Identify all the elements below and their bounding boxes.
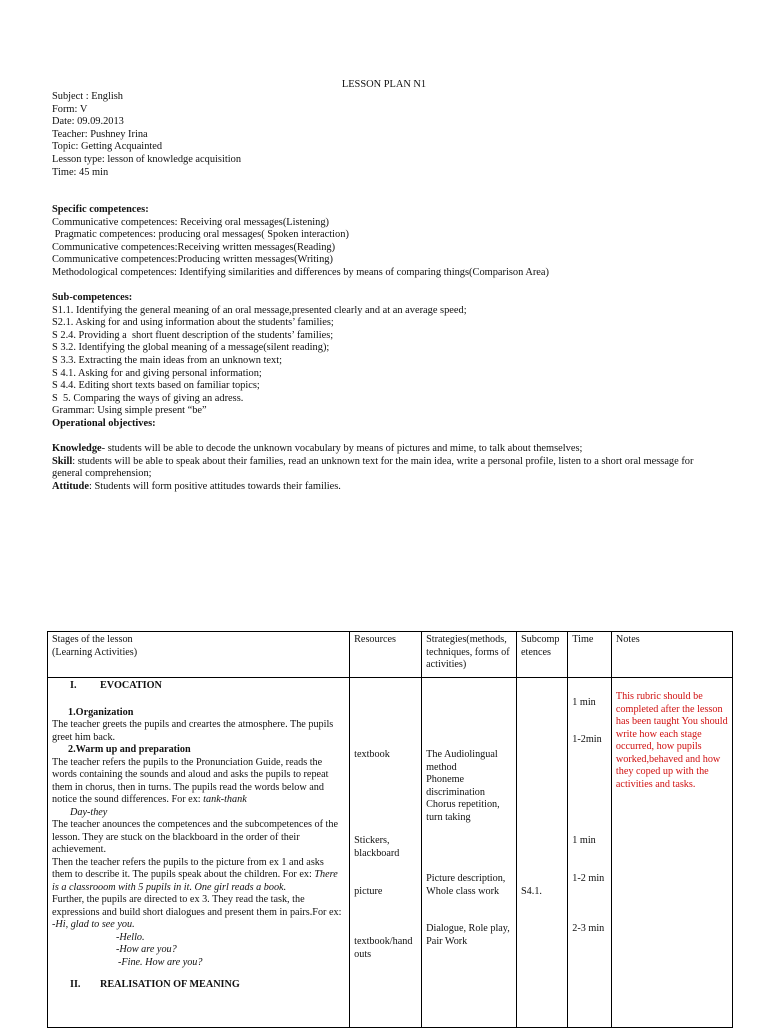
sub-item: S 4.1. Asking for and giving personal information; bbox=[52, 367, 262, 379]
competences-text: The teacher anounces the competences and the subcompetences of the lesson. They are stuck on the blackboard in the order of their achievement. bbox=[52, 819, 338, 855]
specific-item: Communicative competences:Producing written messages(Writing) bbox=[52, 254, 333, 266]
lesson-table bbox=[47, 631, 733, 1028]
header-form: Form: V bbox=[52, 103, 88, 115]
operational-heading: Operational objectives: bbox=[52, 417, 156, 429]
example-text: Day-they bbox=[70, 806, 108, 818]
specific-competences bbox=[52, 204, 732, 280]
time-item: 1 min bbox=[572, 697, 596, 708]
time-item: 1-2 min bbox=[572, 873, 605, 884]
example-text: -Hello. bbox=[116, 931, 145, 943]
notes-text: This rubric should be completed after the lesson has been taught You should write how each stage occurred, how pupils worked,behaved and how they coped up with the activities and tasks. bbox=[615, 691, 728, 790]
resource-item: Stickers, blackboard bbox=[354, 835, 400, 859]
specific-item: Pragmatic competences: producing oral messages( Spoken interaction) bbox=[52, 229, 349, 241]
header-notes: Notes bbox=[611, 632, 732, 678]
section-realisation: II. REALISATION OF MEANING bbox=[70, 979, 240, 990]
strategies-cell bbox=[422, 678, 517, 1028]
attitude-label: Attitude bbox=[52, 480, 89, 492]
sub-item: Grammar: Using simple present “be” bbox=[52, 405, 207, 417]
header-resources: Resources bbox=[350, 632, 422, 678]
header-date: Date: 09.09.2013 bbox=[52, 116, 124, 128]
specific-item: Communicative competences:Receiving written messages(Reading) bbox=[52, 241, 336, 253]
sub-item: S 4.4. Editing short texts based on familiar topics; bbox=[52, 380, 260, 392]
strategy-item: Picture description, Whole class work bbox=[426, 873, 506, 897]
specific-heading: Specific competences: bbox=[52, 204, 149, 215]
subcompetences-cell bbox=[517, 678, 568, 1028]
header-lesson-type: Lesson type: lesson of knowledge acquisition bbox=[52, 153, 242, 165]
sub-item: S 2.4. Providing a short fluent description of the students’ families; bbox=[52, 329, 334, 341]
sub-item: S 5. Comparing the ways of giving an adress. bbox=[52, 392, 244, 404]
resource-item: textbook bbox=[354, 749, 390, 760]
sub-item: S 3.3. Extracting the main ideas from an unknown text; bbox=[52, 354, 282, 366]
table-header-row bbox=[48, 632, 733, 678]
specific-item: Methodological competences: Identifying similarities and differences by means of comparing things(Comparison Area) bbox=[52, 266, 549, 278]
header-topic: Topic: Getting Acquainted bbox=[52, 141, 163, 153]
example-text: tank-thank bbox=[203, 794, 247, 805]
document-title: LESSON PLAN N1 bbox=[341, 79, 427, 90]
resources-cell bbox=[350, 678, 422, 1028]
section-evocation: I. EVOCATION bbox=[70, 680, 162, 691]
header-strategies: Strategies(methods, techniques, forms of activities) bbox=[422, 632, 517, 678]
sub-item: S 3.2. Identifying the global meaning of a message(silent reading); bbox=[52, 342, 330, 354]
table-row bbox=[48, 678, 733, 1028]
resource-item: textbook/hand outs bbox=[354, 936, 413, 960]
example-text: -Fine. How are you? bbox=[118, 956, 203, 968]
strategy-item: Chorus repetition, turn taking bbox=[426, 799, 500, 823]
example-text: Hi, glad to see you. bbox=[55, 919, 135, 930]
warmup-heading: 2.Warm up and preparation bbox=[68, 744, 191, 755]
warmup-text: The teacher refers the pupils to the Pronunciation Guide, reads the words containing the sounds and aloud and asks the pupils to repeat them in chorus, then in turns. The pupils read the words below and notice the sound differences. For ex: bbox=[52, 756, 329, 805]
header-subcompetences: Subcomp etences bbox=[517, 632, 568, 678]
subcompetence-item: S4.1. bbox=[521, 886, 542, 897]
organization-text: The teacher greets the pupils and creartes the atmosphere. The pupils greet him back. bbox=[52, 719, 334, 743]
knowledge-label: Knowledge bbox=[52, 443, 102, 454]
sub-heading: Sub-competences: bbox=[52, 292, 133, 303]
time-item: 2-3 min bbox=[572, 923, 605, 934]
skill-label: Skill bbox=[52, 455, 73, 467]
lesson-header bbox=[52, 91, 732, 179]
picture-text: Then the teacher refers the pupils to the picture from ex 1 and asks them to describe it. The pupils speak about the children. For ex: bbox=[52, 856, 324, 880]
header-subject: Subject : English bbox=[52, 91, 123, 102]
sub-competences bbox=[52, 292, 732, 431]
example-text: -How are you? bbox=[116, 944, 177, 955]
time-item: 1 min bbox=[572, 835, 596, 846]
header-time: Time bbox=[568, 632, 612, 678]
strategy-item: Phoneme discrimination bbox=[426, 774, 485, 798]
strategy-item: Dialogue, Role play, Pair Work bbox=[426, 923, 510, 947]
example-text: There is a classrooom with 5 pupils in it. One girl reads a book. bbox=[52, 869, 338, 893]
header-time: Time: 45 min bbox=[52, 166, 109, 178]
time-cell bbox=[568, 678, 612, 1028]
header-teacher: Teacher: Pushney Irina bbox=[52, 128, 148, 140]
resource-item: picture bbox=[354, 886, 383, 897]
organization-heading: 1.Organization bbox=[68, 706, 134, 718]
dialogue-text: Further, the pupils are directed to ex 3. They read the task, the expressions and build short dialogues and present them in pairs.For ex: - bbox=[52, 894, 342, 930]
sub-item: S2.1. Asking for and using information about the students’ families; bbox=[52, 317, 334, 329]
header-stages: Stages of the lesson (Learning Activities) bbox=[48, 632, 350, 678]
sub-item: S1.1. Identifying the general meaning of an oral message,presented clearly and at an average speed; bbox=[52, 304, 467, 316]
strategy-item: The Audiolingual method bbox=[426, 749, 498, 773]
notes-cell bbox=[611, 678, 732, 1028]
knowledge-text: - students will be able to decode the unknown vocabulary by means of pictures and mime, to talk about themselves; bbox=[101, 443, 583, 454]
attitude-text: : Students will form positive attitudes towards their families. bbox=[88, 480, 341, 492]
operational-objectives bbox=[52, 443, 732, 493]
time-item: 1-2min bbox=[572, 734, 602, 745]
stages-cell bbox=[48, 678, 350, 1028]
skill-text: : students will be able to speak about their families, read an unknown text for the main idea, write a personal profile, listen to a short oral message for general comprehension; bbox=[52, 455, 694, 480]
specific-item: Communicative competences: Receiving oral messages(Listening) bbox=[52, 216, 330, 228]
